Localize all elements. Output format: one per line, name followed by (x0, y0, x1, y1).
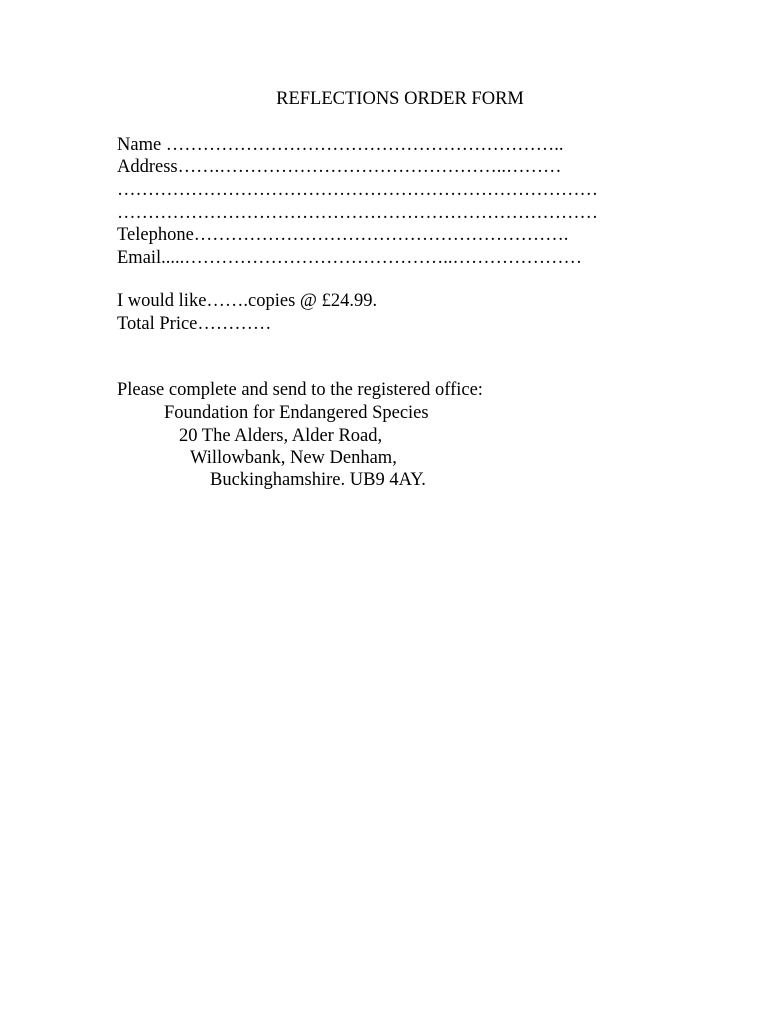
name-field-line: Name ……………………………………………………….. (117, 135, 564, 155)
send-instruction: Please complete and send to the registered office: (117, 380, 483, 400)
office-address-line-2: Willowbank, New Denham, (190, 448, 397, 468)
office-address-line-3: Buckinghamshire. UB9 4AY. (210, 470, 426, 490)
address-field-line-3: …………………………………………………………………… (117, 203, 598, 223)
email-field-line: Email.....……………………………………..………………… (117, 248, 583, 268)
office-address-line-1: 20 The Alders, Alder Road, (179, 426, 383, 446)
address-field-line-2: …………………………………………………………………… (117, 180, 598, 200)
address-field-line: Address…….………………………………………..……… (117, 157, 562, 177)
copies-order-line: I would like…….copies @ £24.99. (117, 291, 378, 311)
form-title: REFLECTIONS ORDER FORM (276, 89, 524, 109)
telephone-field-line: Telephone……………………………………………………. (117, 225, 569, 245)
office-org-name: Foundation for Endangered Species (164, 403, 429, 423)
total-price-line: Total Price………… (117, 314, 272, 334)
